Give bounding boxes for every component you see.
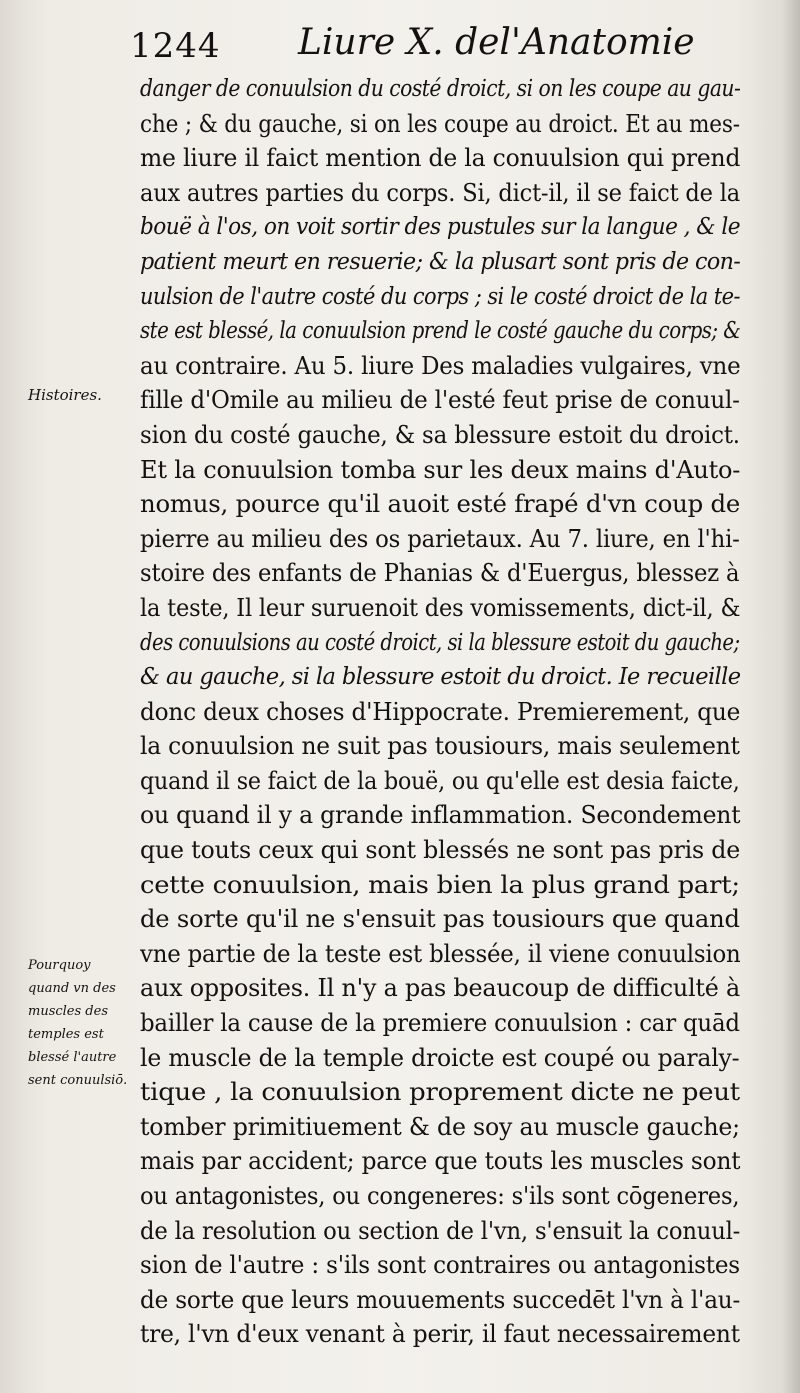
- text-line: sion de l'autre : s'ils sont contraires ou antagonistes: [140, 1251, 740, 1280]
- text-line: la conuulsion ne suit pas tousiours, mais seulement: [140, 732, 740, 761]
- margin-note-pourquoy: [28, 954, 150, 1092]
- text-line: ou quand il y a grande inflammation. Secondement: [140, 801, 741, 830]
- margin-note-histoires: [28, 384, 150, 407]
- text-line: de sorte que leurs mouuements succedēt l'vn à l'au-: [140, 1285, 740, 1314]
- text-line: cette conuulsion, mais bien la plus grand part;: [140, 870, 740, 899]
- running-title: Liure X. del'Anatomie: [298, 22, 695, 63]
- text-line: che ; & du gauche, si on les coupe au droict. Et au mes-: [140, 109, 740, 138]
- text-line: tre, l'vn d'eux venant à perir, il faut necessairement: [140, 1320, 740, 1349]
- text-line: tique , la conuulsion proprement dicte ne peut: [140, 1078, 740, 1107]
- text-line: patient meurt en resuerie; & la plusart sont pris de con-: [140, 248, 740, 275]
- text-line: bailler la cause de la premiere conuulsion : car quād: [140, 1009, 740, 1038]
- text-line: de la resolution ou section de l'vn, s'ensuit la conuul-: [140, 1216, 741, 1245]
- text-line: vne partie de la teste est blessée, il viene conuulsion: [140, 939, 741, 968]
- margin-note-line: Histoires.: [28, 386, 102, 404]
- text-line: danger de conuulsion du costé droict, si on les coupe au gau-: [140, 76, 741, 102]
- body-text: [140, 72, 740, 1352]
- page-edge-shadow: [782, 0, 800, 1393]
- text-line: des conuulsions au costé droict, si la blessure estoit du gauche;: [140, 629, 740, 656]
- text-line: la teste, Il leur suruenoit des vomissements, dict-il, &: [140, 593, 740, 622]
- text-line: donc deux choses d'Hippocrate. Premierement, que: [140, 697, 740, 726]
- text-line: & au gauche, si la blessure estoit du droict. Ie recueille: [140, 664, 741, 691]
- text-line: que touts ceux qui sont blessés ne sont pas pris de: [140, 836, 741, 865]
- text-line: Et la conuulsion tomba sur les deux mains d'Auto-: [140, 455, 740, 484]
- page-number: 1244: [130, 26, 221, 66]
- text-line: aux autres parties du corps. Si, dict-il, il se faict de la: [140, 178, 740, 207]
- margin-note-line: Pourquoy: [28, 958, 91, 973]
- text-line: uulsion de l'autre costé du corps ; si le costé droict de la te-: [140, 283, 740, 310]
- text-line: stoire des enfants de Phanias & d'Euergus, blessez à: [140, 559, 740, 588]
- text-line: quand il se faict de la bouë, ou qu'elle est desia faicte,: [140, 766, 740, 795]
- page-header: [130, 18, 730, 74]
- text-line: tomber primitiuement & de soy au muscle gauche;: [140, 1112, 740, 1141]
- text-line: mais par accident; parce que touts les muscles sont: [140, 1147, 741, 1176]
- margin-note-line: temples est: [28, 1027, 104, 1042]
- text-line: fille d'Omile au milieu de l'esté feut prise de conuul-: [140, 386, 740, 415]
- text-line: au contraire. Au 5. liure Des maladies vulgaires, vne: [140, 351, 741, 380]
- text-line: ou antagonistes, ou congeneres: s'ils sont cōgeneres,: [140, 1182, 740, 1210]
- text-line: bouë à l'os, on voit sortir des pustules sur la langue , & le: [140, 214, 740, 241]
- text-line: me liure il faict mention de la conuulsion qui prend: [140, 144, 740, 173]
- margin-note-line: quand vn des: [28, 981, 116, 996]
- margin-note-line: sent conuulsiō.: [28, 1073, 128, 1088]
- margin-note-line: muscles des: [28, 1004, 108, 1019]
- text-line: pierre au milieu des os parietaux. Au 7. liure, en l'hi-: [140, 524, 740, 553]
- text-line: le muscle de la temple droicte est coupé ou paraly-: [140, 1043, 740, 1072]
- margin-note-line: blessé l'autre: [28, 1050, 117, 1065]
- text-line: de sorte qu'il ne s'ensuit pas tousiours que quand: [140, 905, 740, 934]
- text-line: nomus, pource qu'il auoit esté frapé d'vn coup de: [140, 490, 741, 519]
- text-line: ste est blessé, la conuulsion prend le costé gauche du corps; &: [140, 318, 741, 345]
- text-line: aux opposites. Il n'y a pas beaucoup de difficulté à: [140, 974, 741, 1003]
- text-line: sion du costé gauche, & sa blessure estoit du droict.: [140, 420, 740, 449]
